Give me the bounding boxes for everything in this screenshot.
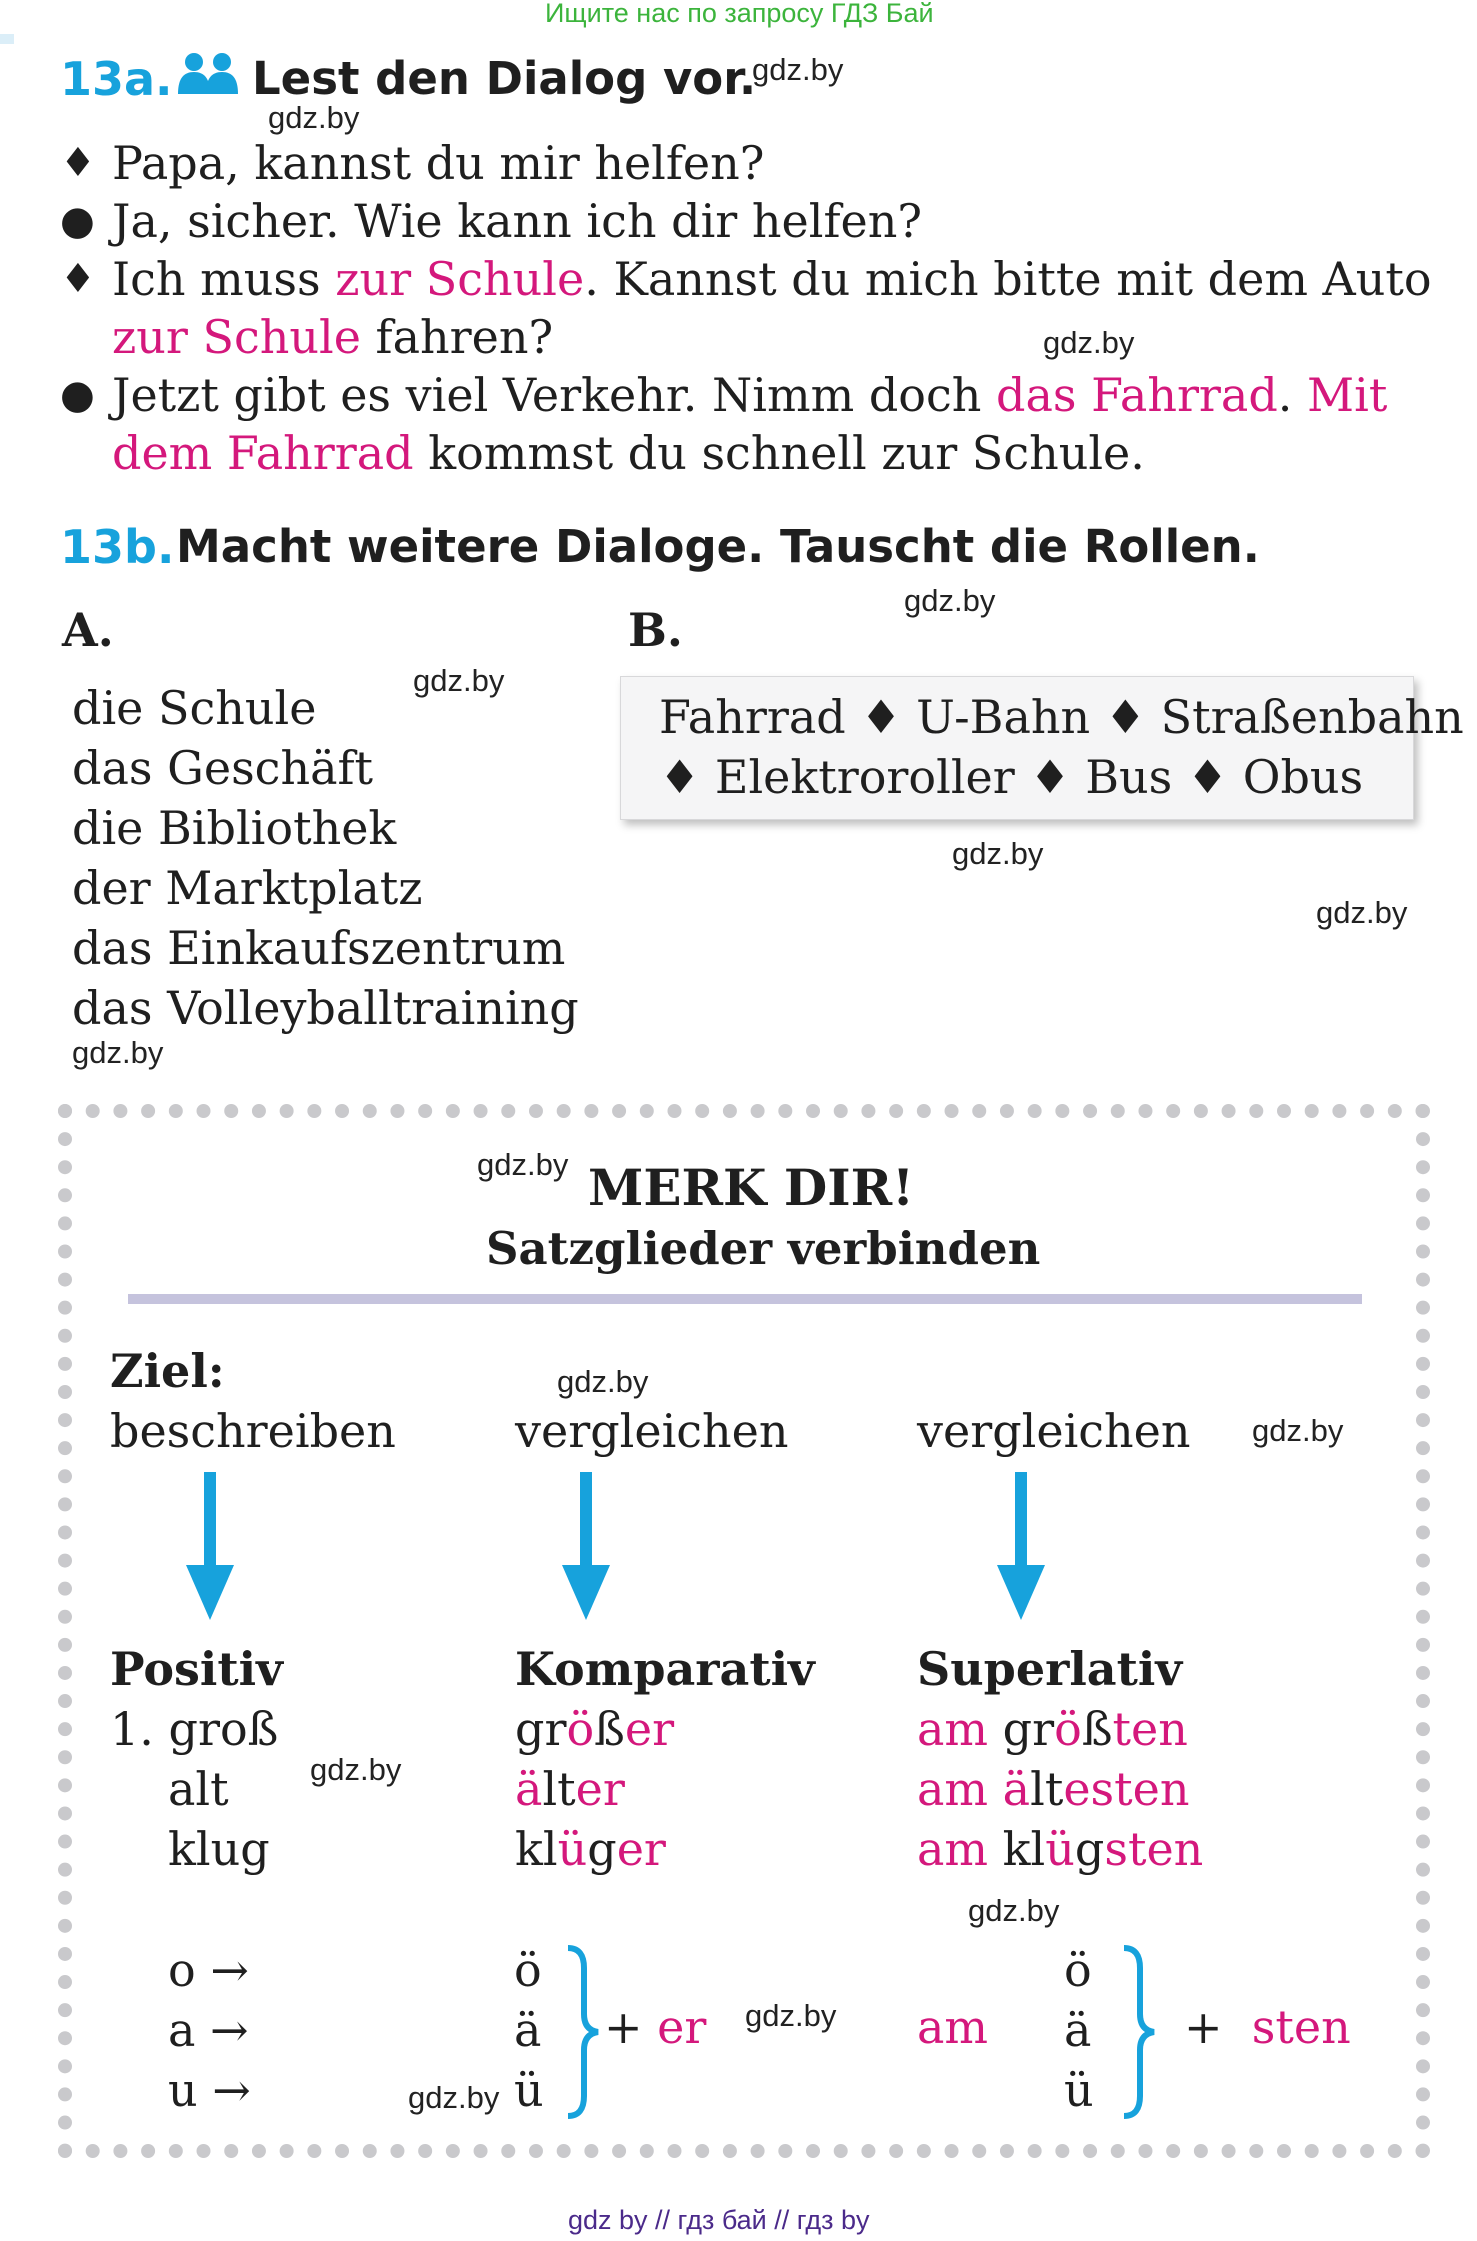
merk-subtitle: Satzglieder verbinden xyxy=(486,1222,1041,1275)
word-part: am xyxy=(917,1822,1003,1876)
head-superlativ: Superlativ xyxy=(917,1642,1183,1696)
head-komparativ: Komparativ xyxy=(515,1642,815,1696)
dialog-text: Jetzt gibt es viel Verkehr. Nimm doch xyxy=(112,368,996,422)
word-part: kl xyxy=(1002,1822,1046,1876)
watermark: gdz.by xyxy=(557,1364,649,1399)
word-part: ö xyxy=(1054,1702,1082,1756)
task-13b-title: Macht weitere Dialoge. Tauscht die Rollen. xyxy=(176,520,1260,573)
watermark: gdz.by xyxy=(752,52,844,87)
highlighted-phrase: Mit xyxy=(1307,368,1388,422)
arrow-down-icon xyxy=(204,1472,216,1576)
watermark: gdz.by xyxy=(1316,895,1408,930)
vowel-to: ü xyxy=(514,2063,544,2117)
dialog-text: . xyxy=(1277,368,1308,422)
list-b-label: B. xyxy=(628,603,683,657)
goal-positiv: beschreiben xyxy=(110,1404,396,1458)
brace-icon xyxy=(562,1944,602,2120)
komparativ-word xyxy=(515,1822,666,1876)
vowel-to: ä xyxy=(514,2003,542,2057)
superlativ-word xyxy=(917,1762,1189,1816)
word-part: g xyxy=(587,1822,617,1876)
dialog-text: Ich muss xyxy=(112,252,336,306)
word-part: am xyxy=(917,1702,1003,1756)
dialog-bullet: ● xyxy=(60,198,95,244)
list-item: das Geschäft xyxy=(72,741,373,795)
word-part: er xyxy=(575,1762,625,1816)
ziel-label: Ziel: xyxy=(110,1344,225,1398)
dialog-line xyxy=(112,136,764,190)
arrow-down-icon xyxy=(1015,1472,1027,1576)
superlativ-word xyxy=(917,1822,1203,1876)
list-a xyxy=(72,678,579,1038)
highlighted-phrase: zur Schule xyxy=(112,310,361,364)
list-item: die Schule xyxy=(72,681,317,735)
vowel-to: ö xyxy=(1064,1943,1092,1997)
watermark: gdz.by xyxy=(477,1147,569,1182)
highlighted-phrase: dem Fahrrad xyxy=(112,426,414,480)
task-13a-number: 13a. xyxy=(60,52,173,106)
watermark: gdz.by xyxy=(1043,325,1135,360)
footer-links[interactable]: gdz by // гдз бай // гдз by xyxy=(568,2205,870,2235)
vowel-from: a → xyxy=(168,2003,249,2057)
goal-komparativ: vergleichen xyxy=(515,1404,789,1458)
highlighted-phrase: zur Schule xyxy=(335,252,585,306)
list-item: das Einkaufszentrum xyxy=(72,921,566,975)
arrow-down-icon xyxy=(562,1565,610,1620)
brace-icon xyxy=(1118,1944,1158,2120)
positiv-word: alt xyxy=(168,1762,229,1816)
word-part: er xyxy=(616,1822,666,1876)
word-part: am xyxy=(917,1762,1003,1816)
watermark: gdz.by xyxy=(1252,1413,1344,1448)
list-item: die Bibliothek xyxy=(72,801,397,855)
task-13a-title: Lest den Dialog vor. xyxy=(252,52,757,105)
top-banner[interactable]: Ищите нас по запросу ГДЗ Бай xyxy=(545,0,934,28)
head-positiv: Positiv xyxy=(110,1642,283,1696)
list-item: der Marktplatz xyxy=(72,861,423,915)
list-a-label: A. xyxy=(62,603,114,657)
dialog-text: . Kannst du mich bitte mit dem Auto xyxy=(584,252,1432,306)
arrow-down-icon xyxy=(997,1565,1045,1620)
am-label: am xyxy=(917,2000,989,2054)
arrow-down-icon xyxy=(580,1472,592,1576)
word-part: g xyxy=(1074,1822,1105,1876)
watermark: gdz.by xyxy=(968,1893,1060,1928)
arrow-down-icon xyxy=(186,1565,234,1620)
vowels-from xyxy=(168,1940,251,2120)
watermark: gdz.by xyxy=(268,100,360,135)
vowel-from: o → xyxy=(168,1943,249,1997)
vowel-from: u → xyxy=(168,2063,251,2117)
word-part: gr xyxy=(515,1702,567,1756)
dialog-text: Papa, kannst du mir helfen? xyxy=(112,136,765,190)
watermark: gdz.by xyxy=(413,663,505,698)
dialog-line xyxy=(112,310,553,364)
word-part: ä xyxy=(1002,1762,1031,1816)
vowel-to: ü xyxy=(1064,2063,1094,2117)
dialog-text: Ja, sicher. Wie kann ich dir helfen? xyxy=(112,194,923,248)
watermark: gdz.by xyxy=(904,583,996,618)
task-13b-number: 13b. xyxy=(60,520,175,574)
watermark: gdz.by xyxy=(310,1752,402,1787)
word-part: esten xyxy=(1063,1762,1190,1816)
word-part: sten xyxy=(1104,1822,1204,1876)
positiv-word: klug xyxy=(168,1822,270,1876)
watermark: gdz.by xyxy=(952,836,1044,871)
word-part: ten xyxy=(1112,1702,1188,1756)
vowel-to: ö xyxy=(514,1943,542,1997)
word-part: ß xyxy=(594,1702,625,1756)
word-part: ß xyxy=(1081,1702,1113,1756)
list-b-line-1: Fahrrad ♦ U-Bahn ♦ Straßenbahn xyxy=(659,690,1464,744)
plus-er: + er xyxy=(604,2000,707,2054)
dialog-bullet: ♦ xyxy=(60,140,96,186)
highlighted-phrase: das Fahrrad xyxy=(996,368,1278,422)
corner-accent xyxy=(0,34,14,44)
word-part: gr xyxy=(1002,1702,1055,1756)
vowels-to xyxy=(514,1940,544,2120)
word-part: er xyxy=(624,1702,675,1756)
word-part: kl xyxy=(515,1822,558,1876)
superlativ-word xyxy=(917,1702,1188,1756)
positiv-word: 1. groß xyxy=(110,1702,279,1756)
watermark: gdz.by xyxy=(408,2080,500,2115)
watermark: gdz.by xyxy=(745,1998,837,2033)
sup-vowels xyxy=(1064,1940,1094,2120)
goal-superlativ: vergleichen xyxy=(917,1404,1191,1458)
word-part: ü xyxy=(1045,1822,1075,1876)
dialog-line xyxy=(112,426,1145,480)
dialog-line xyxy=(112,252,1432,306)
word-part: lt xyxy=(542,1762,576,1816)
list-b-line-2: ♦ Elektroroller ♦ Bus ♦ Obus xyxy=(659,750,1364,804)
dialog-text: kommst du schnell zur Schule. xyxy=(413,426,1145,480)
divider xyxy=(128,1294,1362,1304)
plus-sten: + sten xyxy=(1184,2000,1351,2054)
watermark: gdz.by xyxy=(72,1035,164,1070)
merk-title: MERK DIR! xyxy=(588,1158,915,1217)
dialog-text: fahren? xyxy=(360,310,554,364)
dialog-bullet: ● xyxy=(60,372,95,418)
komparativ-word xyxy=(515,1762,625,1816)
two-people-icon xyxy=(176,52,240,96)
dialog-bullet: ♦ xyxy=(60,256,96,302)
word-part: lt xyxy=(1030,1762,1064,1816)
list-item: das Volleyballtraining xyxy=(72,981,579,1035)
word-part: ö xyxy=(566,1702,595,1756)
list-b-box xyxy=(620,676,1464,820)
dialog-line xyxy=(112,194,922,248)
dialog-line xyxy=(112,368,1387,422)
komparativ-word xyxy=(515,1702,674,1756)
word-part: ü xyxy=(557,1822,588,1876)
word-part: ä xyxy=(515,1762,543,1816)
vowel-to: ä xyxy=(1064,2003,1092,2057)
